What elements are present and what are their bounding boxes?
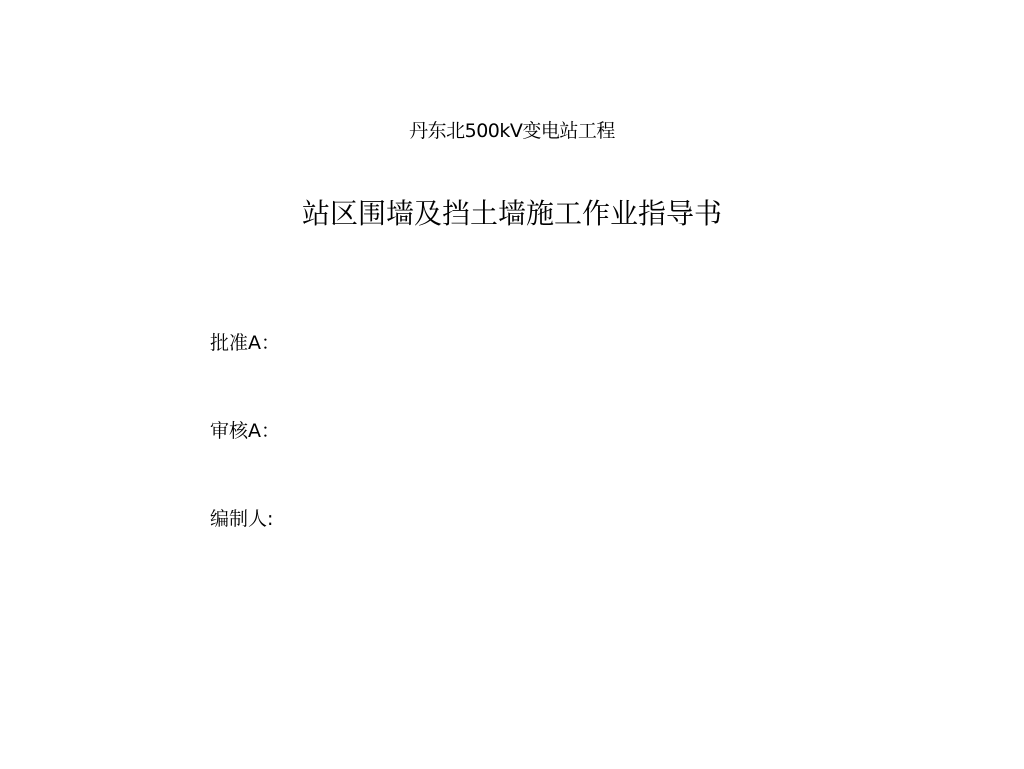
approver-label: 批准A： <box>210 332 280 354</box>
project-title: 丹东北500kV变电站工程 <box>409 120 615 142</box>
document-title: 站区围墙及挡土墙施工作业指导书 <box>301 197 722 230</box>
reviewer-label: 审核A： <box>210 420 280 442</box>
author-label: 编制人: <box>210 508 274 530</box>
